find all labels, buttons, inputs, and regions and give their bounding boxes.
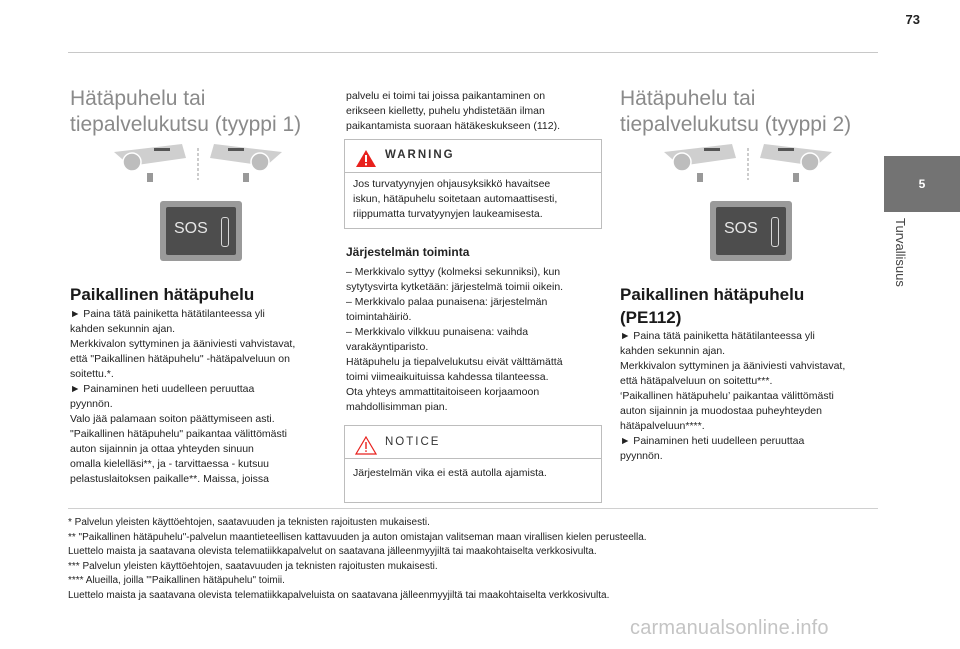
chapter-label [890, 218, 910, 308]
footnote-line: * Palvelun yleisten käyttöehtojen, saatavuuden ja teknisten rajoitusten mukaisesti. [68, 517, 430, 528]
footnote-line: Luettelo maista ja saatavana olevista telematiikkapalvelut on saatavana jälleenmyyjiltä tai maakohtaiselta verkkosivulta. [68, 546, 597, 558]
body-text-col1: ► Paina tätä painiketta hätätilanteessa yli kahden sekunnin ajan. Merkkivalon syttyminen ja ääniviesti vahvistavat, että "Paikallinen hätäpuhelu" -hätäpalveluun on soitettu.*. ► Painaminen heti uudelleen peruuttaa pyynnön. Valo jää palamaan soiton päättymiseen asti. "Paikallinen hätäpuhelu" paikantaa välittömästi auton sijainnin ja ottaa yhteyden sinuun omalla kielelläsi**, ja - tarvittaessa - kutsuu pelastuslaitoksen paikalle**. Maissa, joissa [70, 308, 296, 485]
warning-triangle-icon [355, 149, 377, 168]
chapter-tab[interactable] [884, 156, 960, 212]
chapter-number: 5 [918, 177, 926, 191]
warning-divider [345, 172, 601, 173]
watermark: carmanualsonline.info [630, 617, 829, 639]
section-title-type2: Hätäpuhelu tai tiepalvelukutsu (tyyppi 2) [620, 87, 852, 136]
warning-text: Jos turvatyynyjen ohjausyksikkö havaitsee iskun, hätäpuhelu soitetaan automaattisesti, riippumatta turvatyynyjen laukeamisesta. [353, 178, 558, 220]
footnote-line: Luettelo maista ja saatavana olevista telematiikkapalveluista on saatavana jälleenmyyjiltä tai maakohtaiselta verkkosivulta. [68, 589, 610, 601]
body-text-col3: ► Paina tätä painiketta hätätilanteessa yli kahden sekunnin ajan. Merkkivalon syttyminen ja ääniviesti vahvistavat, että hätäpalveluun on soitettu***. ‘Paikallinen hätäpuhelu’ paikantaa välittömästi auton sijainnin ja muodostaa puheyhteyden hätäpalveluun****. ► Painaminen heti uudelleen peruuttaa pyynnön. [620, 330, 846, 462]
notice-triangle-icon [355, 436, 377, 455]
sos-indicator-icon-2 [771, 217, 779, 247]
footnotes [68, 516, 878, 604]
sos-button-illustration [160, 201, 242, 261]
chapter-label-text: Turvallisuus [893, 218, 908, 287]
body-text-col2-intro: palvelu ei toimi tai joissa paikantaminen on erikseen kielletty, puhelu yhdistetään ilman paikantamista suoraan hätäkeskukseen (112). [346, 90, 561, 132]
notice-box [344, 425, 602, 503]
sos-label-2: SOS [724, 220, 758, 237]
overhead-console-illustration-2 [660, 140, 840, 186]
subtitle-local-emergency: Paikallinen hätäpuhelu [70, 285, 255, 304]
warning-box [344, 139, 602, 229]
sos-button-illustration-2 [710, 201, 792, 261]
sos-label: SOS [174, 220, 208, 237]
system-operation-text: – Merkkivalo syttyy (kolmeksi sekunniksi), kun sytytysvirta kytketään: järjestelmä toimii oikein. – Merkkivalo palaa punaisena: järjestelmän toimintahäiriö. – Merkkivalo vilkkuu punaisena: vaihda varakäyntiparisto. Hätäpuhelu ja tiepalvelukutsu eivät välttämättä toimi viimeaikuituissa kahdessa tilanteessa. Ota yhteys ammattitaitoiseen korjaamoon mahdollisimman pian. [346, 266, 564, 413]
sos-indicator-icon [221, 217, 229, 247]
footnote-line: ** "Paikallinen hätäpuhelu"-palvelun maantieteellisen kattavuuden ja auton omistajan valitseman maan virallisen kielen perusteella. [68, 531, 647, 543]
notice-divider [345, 458, 601, 459]
notice-text: Järjestelmän vika ei estä autolla ajamista. [353, 467, 547, 479]
footnote-divider [68, 508, 878, 509]
page-number: 73 [905, 12, 920, 27]
overhead-console-illustration [110, 140, 290, 186]
warning-title: WARNING [385, 149, 455, 161]
notice-title: NOTICE [385, 436, 441, 448]
section-title-type1: Hätäpuhelu tai tiepalvelukutsu (tyyppi 1) [70, 87, 302, 136]
footnote-line: *** Palvelun yleisten käyttöehtojen, saatavuuden ja teknisten rajoitusten mukaisesti. [68, 560, 438, 572]
system-operation-title: Järjestelmän toiminta [346, 245, 470, 259]
header-divider [68, 52, 878, 53]
footnote-line: **** Alueilla, joilla "'Paikallinen hätäpuhelu" toimii. [68, 575, 285, 587]
subtitle-pe112: Paikallinen hätäpuhelu (PE112) [620, 285, 805, 327]
